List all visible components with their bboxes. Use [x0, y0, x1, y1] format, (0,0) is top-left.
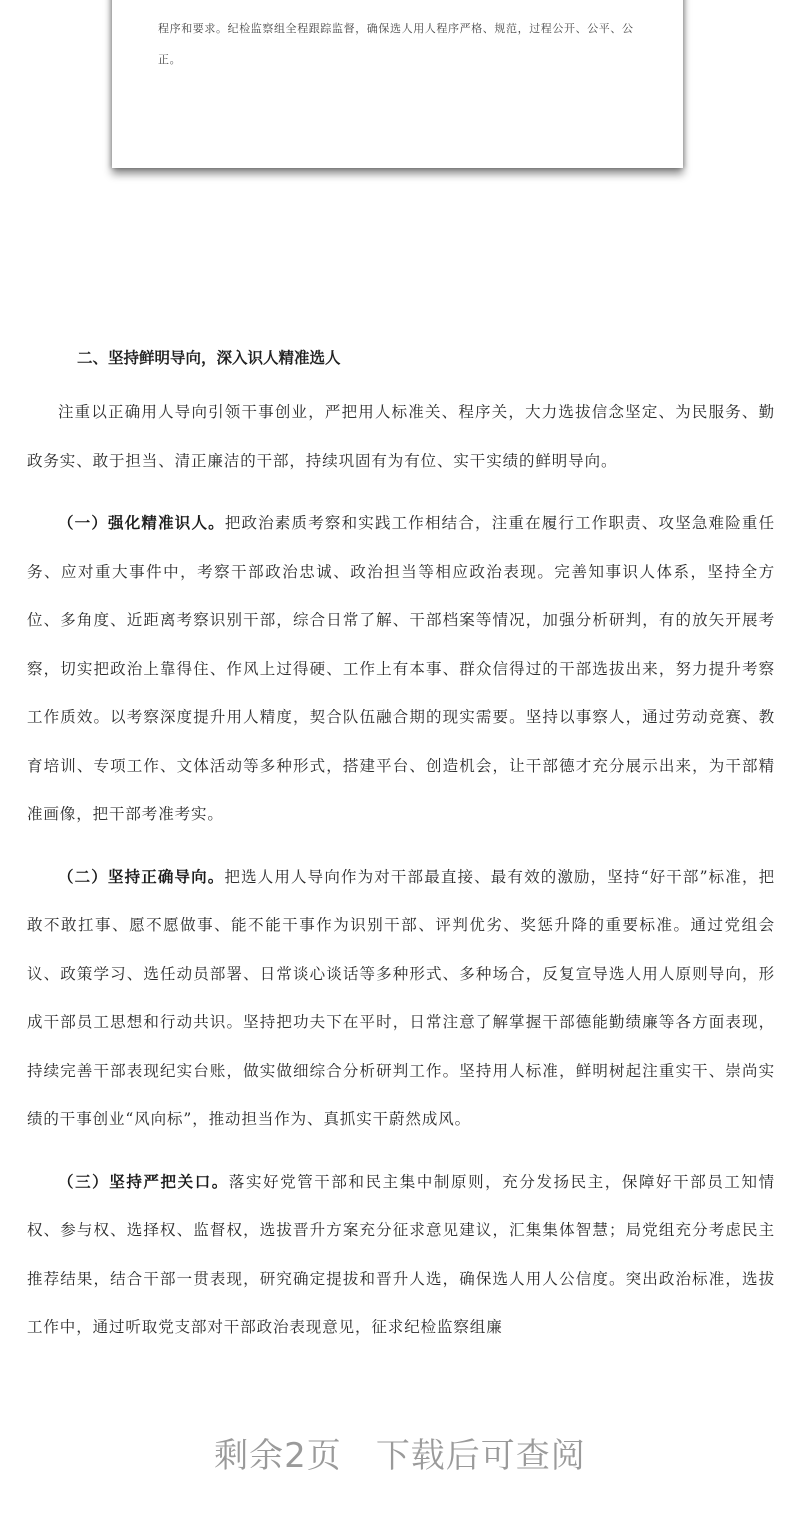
preview-paragraph: 程序和要求。纪检监察组全程跟踪监督，确保选人用人程序严格、规范，过程公开、公平、公正。: [158, 22, 634, 66]
document-preview-card: [112, 0, 683, 168]
item-heading: （一）强化精准识人。: [58, 513, 225, 532]
item-body: 落实好党管干部和民主集中制原则，充分发扬民主，保障好干部员工知情权、参与权、选择权、监督权，选拔晋升方案充分征求意见建议，汇集集体智慧；局党组充分考虑民主推荐结果，结合干部一贯表现，研究确定提拔和晋升人选，确保选人用人公信度。突出政治标准，选拔工作中，通过听取党支部对干部政治表现意见，征求纪检监察组廉: [27, 1172, 775, 1336]
item-heading: （三）坚持严把关口。: [58, 1171, 229, 1191]
intro-paragraph: 注重以正确用人导向引领干事创业，严把用人标准关、程序关，大力选拔信念坚定、为民服务、勤政务实、敢于担当、清正廉洁的干部，持续巩固有为有位、实干实绩的鲜明导向。: [27, 403, 775, 470]
item-body: 把选人用人导向作为对干部最直接、最有效的激励，坚持“好干部”标准，把敢不敢扛事、愿不愿做事、能不能干事作为识别干部、评判优劣、奖惩升降的重要标准。通过党组会议、政策学习、选任动员部署、日常谈心谈话等多种形式、多种场合，反复宣导选人用人原则导向，形成干部员工思想和行动共识。坚持把功夫下在平时，日常注意了解掌握干部德能勤绩廉等各方面表现，持续完善干部表现纪实台账，做实做细综合分析研判工作。坚持用人标准，鲜明树起注重实干、崇尚实绩的干事创业“风向标”，推动担当作为、真抓实干蔚然成风。: [27, 867, 775, 1128]
download-prompt[interactable]: [0, 1428, 800, 1477]
item-body: 把政治素质考察和实践工作相结合，注重在履行工作职责、攻坚急难险重任务、应对重大事件中，考察干部政治忠诚、政治担当等相应政治表现。完善知事识人体系，坚持全方位、多角度、近距离考察识别干部，综合日常了解、干部档案等情况，加强分析研判，有的放矢开展考察，切实把政治上靠得住、作风上过得硬、工作上有本事、群众信得过的干部选拔出来，努力提升考察工作质效。以考察深度提升用人精度，契合队伍融合期的现实需要。坚持以事察人，通过劳动竞赛、教育培训、专项工作、文体活动等多种形式，搭建平台、创造机会，让干部德才充分展示出来，为干部精准画像，把干部考准考实。: [27, 514, 775, 823]
download-to-view-text: 下载后可查阅: [375, 1436, 586, 1476]
paragraph-item-1: [27, 499, 775, 839]
document-body: [27, 338, 775, 1352]
paragraph-item-3: [27, 1158, 775, 1352]
item-heading: （二）坚持正确导向。: [58, 866, 225, 886]
section-title: 二、坚持鲜明导向，深入识人精准选人: [77, 348, 341, 367]
paragraph-item-2: [27, 853, 775, 1144]
remaining-pages-text: 剩余2页: [214, 1436, 342, 1476]
